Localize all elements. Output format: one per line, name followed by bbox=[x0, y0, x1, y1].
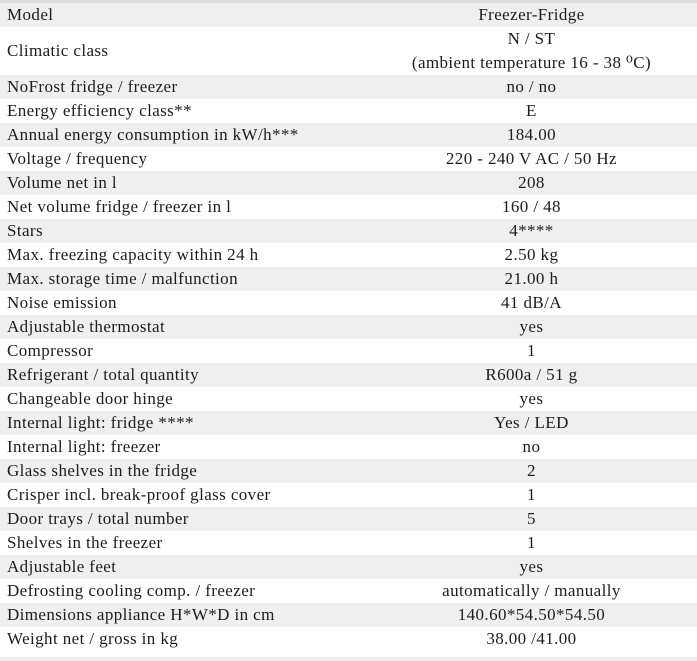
spec-value bbox=[366, 27, 697, 75]
spec-value bbox=[366, 411, 697, 435]
table-row bbox=[0, 387, 697, 411]
table-row bbox=[0, 603, 697, 627]
spec-label: Stars bbox=[7, 221, 43, 240]
spec-value bbox=[366, 483, 697, 507]
spec-value bbox=[366, 219, 697, 243]
spec-label: Adjustable thermostat bbox=[7, 317, 166, 336]
spec-value-line-1: 2.50 kg bbox=[504, 245, 559, 264]
table-row bbox=[0, 123, 697, 147]
spec-value bbox=[366, 627, 697, 651]
spec-value bbox=[366, 147, 697, 171]
spec-value-line-2: (ambient temperature 16 - 38 ⁰C) bbox=[411, 53, 652, 72]
spec-value bbox=[366, 387, 697, 411]
spec-value bbox=[366, 363, 697, 387]
spec-label: Max. storage time / malfunction bbox=[7, 269, 238, 288]
spec-value bbox=[366, 243, 697, 267]
table-row bbox=[0, 291, 697, 315]
table-row bbox=[0, 531, 697, 555]
spec-label: Weight net / gross in kg bbox=[7, 629, 179, 648]
spec-label: Annual energy consumption in kW/h*** bbox=[7, 125, 299, 144]
spec-value bbox=[366, 435, 697, 459]
spec-label: NoFrost fridge / freezer bbox=[7, 77, 178, 96]
table-row bbox=[0, 315, 697, 339]
spec-value-line-1: 160 / 48 bbox=[501, 197, 561, 216]
spec-value-line-1: 1 bbox=[527, 485, 536, 504]
spec-label: Voltage / frequency bbox=[7, 149, 148, 168]
spec-value-line-1: 21.00 h bbox=[504, 269, 559, 288]
spec-value-line-1: no / no bbox=[506, 77, 557, 96]
spec-value-line-1: 1 bbox=[527, 533, 536, 552]
spec-label: Climatic class bbox=[7, 41, 109, 60]
spec-label: Net volume fridge / freezer in l bbox=[7, 197, 232, 216]
table-row bbox=[0, 219, 697, 243]
spec-label: Internal light: fridge **** bbox=[7, 413, 194, 432]
spec-value bbox=[366, 339, 697, 363]
spec-value-line-1: E bbox=[526, 101, 537, 120]
spec-value bbox=[366, 195, 697, 219]
table-row bbox=[0, 579, 697, 603]
spec-value-line-1: no bbox=[522, 437, 541, 456]
spec-label: Door trays / total number bbox=[7, 509, 189, 528]
spec-value bbox=[366, 291, 697, 315]
table-row bbox=[0, 27, 697, 75]
table-row bbox=[0, 555, 697, 579]
spec-value-line-1: automatically / manually bbox=[442, 581, 621, 600]
spec-value-line-1: 184.00 bbox=[506, 125, 557, 144]
spec-value bbox=[366, 3, 697, 27]
spec-label: Internal light: freezer bbox=[7, 437, 161, 456]
spec-label: Dimensions appliance H*W*D in cm bbox=[7, 605, 275, 624]
spec-value-line-1: N / ST bbox=[507, 29, 556, 48]
spec-label: Volume net in l bbox=[7, 173, 118, 192]
spec-value bbox=[366, 99, 697, 123]
spec-value-line-1: 140.60*54.50*54.50 bbox=[457, 605, 606, 624]
table-row bbox=[0, 171, 697, 195]
table-row bbox=[0, 435, 697, 459]
spec-value bbox=[366, 531, 697, 555]
table-row bbox=[0, 507, 697, 531]
spec-value-line-1: 2 bbox=[527, 461, 536, 480]
spec-label: Max. freezing capacity within 24 h bbox=[7, 245, 259, 264]
table-row bbox=[0, 99, 697, 123]
spec-value-line-1: yes bbox=[519, 557, 544, 576]
table-row bbox=[0, 75, 697, 99]
spec-label: Changeable door hinge bbox=[7, 389, 174, 408]
spec-value-line-1: yes bbox=[519, 389, 544, 408]
table-row bbox=[0, 339, 697, 363]
spec-label: Defrosting cooling comp. / freezer bbox=[7, 581, 256, 600]
spec-label: Energy efficiency class** bbox=[7, 101, 192, 120]
table-row bbox=[0, 483, 697, 507]
spec-label: Crisper incl. break-proof glass cover bbox=[7, 485, 271, 504]
spec-value bbox=[366, 603, 697, 627]
spec-value bbox=[366, 459, 697, 483]
table-row bbox=[0, 267, 697, 291]
spec-value bbox=[366, 579, 697, 603]
spec-value-line-1: 220 - 240 V AC / 50 Hz bbox=[445, 149, 617, 168]
spec-value bbox=[366, 171, 697, 195]
spec-value bbox=[366, 75, 697, 99]
spec-label: Glass shelves in the fridge bbox=[7, 461, 198, 480]
table-row bbox=[0, 363, 697, 387]
spec-label: Model bbox=[7, 5, 54, 24]
spec-value-line-1: yes bbox=[519, 317, 544, 336]
spec-value bbox=[366, 267, 697, 291]
table-row bbox=[0, 3, 697, 27]
table-row bbox=[0, 147, 697, 171]
spec-value-line-1: 41 dB/A bbox=[501, 293, 562, 312]
table-row bbox=[0, 243, 697, 267]
table-row bbox=[0, 411, 697, 435]
table-row bbox=[0, 459, 697, 483]
spec-value-line-1: Yes / LED bbox=[494, 413, 569, 432]
spec-value bbox=[366, 555, 697, 579]
spec-label: Refrigerant / total quantity bbox=[7, 365, 200, 384]
spec-value-line-1: 1 bbox=[527, 341, 536, 360]
spec-value-line-1: 5 bbox=[527, 509, 536, 528]
spec-value-line-1: 208 bbox=[518, 173, 545, 192]
spec-value-line-1: 4**** bbox=[509, 221, 554, 240]
spec-value bbox=[366, 315, 697, 339]
spec-label: Shelves in the freezer bbox=[7, 533, 163, 552]
spec-value-line-1: R600a / 51 g bbox=[485, 365, 578, 384]
next-row-edge bbox=[0, 657, 697, 661]
spec-label: Compressor bbox=[7, 341, 94, 360]
spec-label: Adjustable feet bbox=[7, 557, 117, 576]
spec-value-line-1: Freezer-Fridge bbox=[478, 5, 585, 24]
spec-value bbox=[366, 507, 697, 531]
spec-value-line-1: 38.00 /41.00 bbox=[486, 629, 577, 648]
table-row bbox=[0, 627, 697, 651]
spec-label: Noise emission bbox=[7, 293, 117, 312]
spec-value bbox=[366, 123, 697, 147]
table-row bbox=[0, 195, 697, 219]
